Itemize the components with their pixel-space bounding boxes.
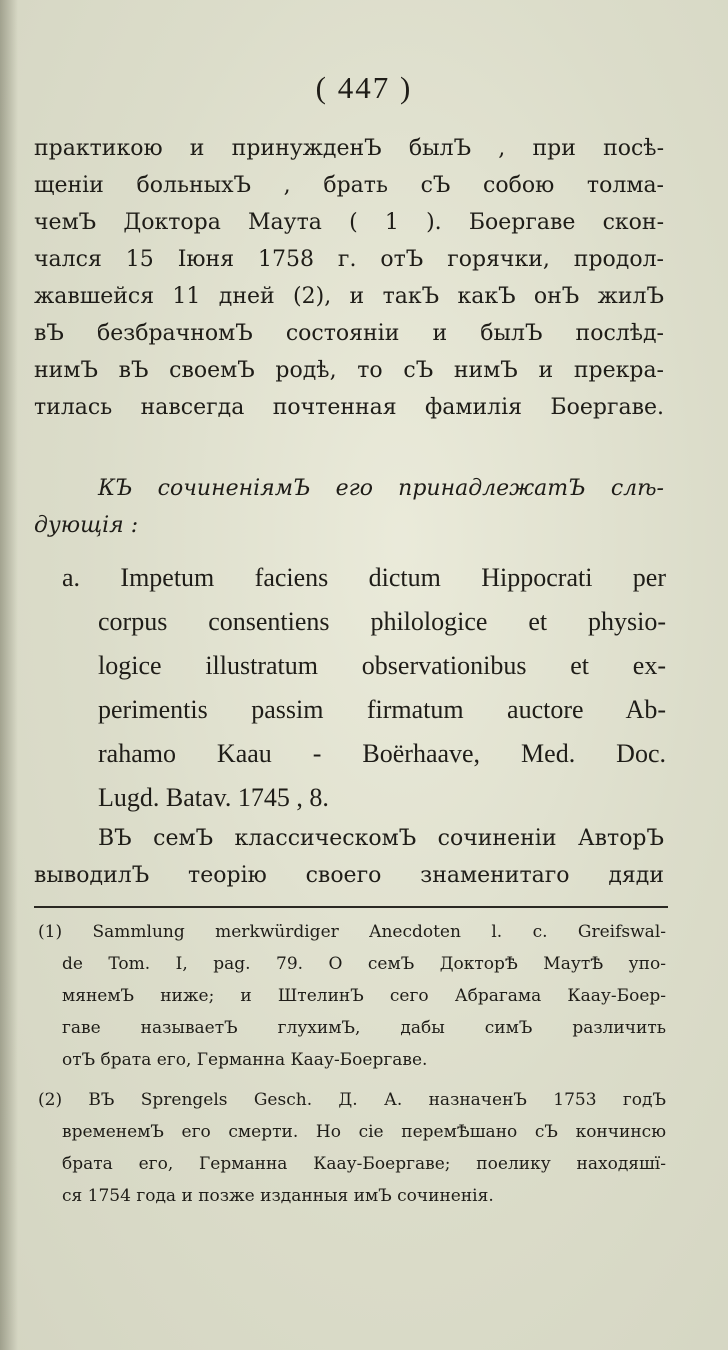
paragraph-1 <box>34 130 664 426</box>
footnote-line: отЪ брата его, Германна Каау-Боергаве. <box>62 1050 428 1070</box>
footnote-line: (1) Sammlung merkwürdiger Anecdoten l. c. Greifswal- <box>38 922 666 942</box>
footnote-line: de Tom. I, pag. 79. О семЪ ДокторѢ МаутѢ упо- <box>62 954 666 974</box>
text-line: ВЪ семЪ классическомЪ сочиненіи АвторЪ <box>98 826 664 851</box>
paragraph-2 <box>34 820 664 894</box>
footnote-line: (2) BЪ Sprengels Gesch. Д. А. назначенЪ 1753 годЪ <box>38 1090 666 1110</box>
page-number: ( 447 ) <box>315 70 413 105</box>
entry-line: logice illustratum observationibus et ex- <box>98 651 666 680</box>
text-line: чался 15 Іюня 1758 г. отЪ горячки, продол- <box>34 247 664 272</box>
text-line: нимЪ вЪ своемЪ родѣ, то сЪ нимЪ и прекра- <box>34 358 664 383</box>
footnote-line: брата его, Германна Каау-Боергаве; поелику находяшї- <box>62 1154 666 1174</box>
entry-line: corpus consentiens philologice et physio- <box>98 607 666 636</box>
footnote-line: ся 1754 года и позже изданныя имЪ сочиненія. <box>62 1186 494 1206</box>
entry-line: a. Impetum faciens dictum Hippocrati per <box>62 563 666 592</box>
text-line: жавшейся 11 дней (2), и такЪ какЪ онЪ жилЪ <box>34 284 664 309</box>
heading-line: КЪ сочиненіямЪ его принадлежатЪ слѣ- <box>98 476 664 501</box>
text-line: тилась навсегда почтенная фамилія Боергаве. <box>34 395 664 420</box>
entry-line: Lugd. Batav. 1745 , 8. <box>98 783 329 812</box>
footnote-divider <box>34 906 668 908</box>
text-line: вЪ безбрачномЪ состояніи и былЪ послѣд- <box>34 321 664 346</box>
latin-work-entry <box>62 556 666 820</box>
entry-line: rahamo Kaau - Boërhaave, Med. Doc. <box>98 739 666 768</box>
text-line: практикою и принужденЪ былЪ , при посѣ- <box>34 136 664 161</box>
page-edge-shadow <box>0 0 18 1350</box>
footnote-1 <box>38 916 666 1076</box>
heading-line: дующія : <box>34 513 139 538</box>
entry-line: perimentis passim firmatum auctore Ab- <box>98 695 666 724</box>
works-heading <box>34 470 664 544</box>
text-line: выводилЪ теорію своего знаменитаго дяди <box>34 863 664 888</box>
footnote-line: гаве называетЪ глухимЪ, дабы симЪ различить <box>62 1018 666 1038</box>
text-line: щеніи больныхЪ , брать сЪ собою толма- <box>34 173 664 198</box>
footnote-2 <box>38 1084 666 1212</box>
footnote-line: мянемЪ ниже; и ШтелинЪ сего Абрагама Каау-Боер- <box>62 986 666 1006</box>
footnote-line: временемЪ его смерти. Но сіе перемѢшано сЪ кончинсю <box>62 1122 666 1142</box>
text-line: чемЪ Доктора Маута ( 1 ). Боергаве скон- <box>34 210 664 235</box>
